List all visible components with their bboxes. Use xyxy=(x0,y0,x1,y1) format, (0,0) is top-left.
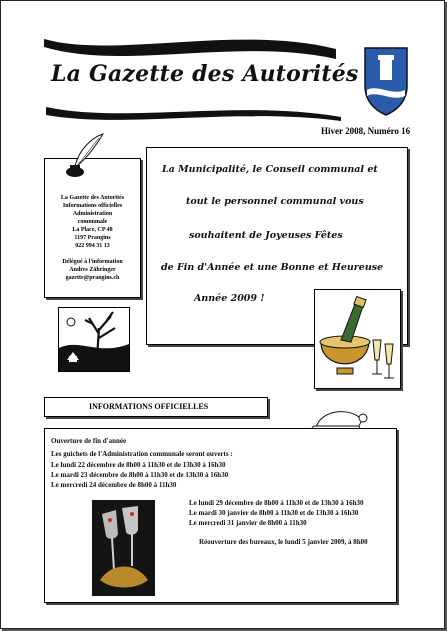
info-line: communale xyxy=(77,219,108,225)
info-line: 1197 Prangins xyxy=(74,235,111,241)
info-line: Administration xyxy=(72,211,113,217)
greeting-line: de Fin d'Année et une Bonne et Heureuse xyxy=(161,262,384,273)
greeting-line: La Municipalité, le Conseil communal et xyxy=(162,164,378,175)
commune-crest-logo xyxy=(363,46,409,116)
info-text xyxy=(45,194,140,282)
schedule-line: Le mardi 23 décembre de 8h00 à 11h30 et de 13h30 à 16h30 xyxy=(51,471,229,479)
info-line: La Place, CP 48 xyxy=(72,227,113,233)
info-line: Informations officielles xyxy=(62,203,123,209)
section-header-box xyxy=(44,397,268,417)
info-spacer xyxy=(45,250,140,258)
greeting-line: tout le personnel communal vous xyxy=(186,196,364,207)
champagne-image xyxy=(314,289,401,389)
quill-inkwell-icon xyxy=(61,132,106,180)
glasses-photo xyxy=(92,500,155,596)
greeting-line: souhaitent de Joyeuses Fêtes xyxy=(189,230,343,241)
schedule-line: Le mardi 30 janvier de 8h00 à 11h30 et de 13h30 à 16h30 xyxy=(189,509,359,517)
notice-intro: Les guichets de l'Administration communale seront ouverts : xyxy=(51,450,233,458)
issue-label: Hiver 2008, Numéro 16 xyxy=(321,126,411,136)
schedule-line: Le mercredi 24 décembre de 8h00 à 11h30 xyxy=(51,481,177,489)
greeting-line: Année 2009 ! xyxy=(194,293,265,304)
info-line: Délégué à l'information xyxy=(62,259,123,265)
schedule-line: Le lundi 29 décembre de 8h00 à 11h30 et de 13h30 à 16h30 xyxy=(189,499,364,507)
section-header: INFORMATIONS OFFICIELLES xyxy=(89,402,209,411)
winter-tree-image xyxy=(58,307,130,372)
reopening-note: Réouverture des bureaux, le lundi 5 janvier 2009, à 8h00 xyxy=(199,538,368,546)
notice-title: Ouverture de fin d'année xyxy=(51,437,127,445)
schedule-line: Le mercredi 31 janvier de 8h00 à 11h30 xyxy=(189,519,307,527)
info-line: La Gazette des Autorités xyxy=(60,195,125,201)
info-line: 022 994 31 13 xyxy=(75,243,110,249)
schedule-line: Le lundi 22 décembre de 8h00 à 11h30 et de 13h30 à 16h30 xyxy=(51,461,226,469)
info-line: Andres Zähringer xyxy=(69,267,116,273)
masthead-title: La Gazette des Autorités xyxy=(51,61,359,87)
info-line: gazette@prangins.ch xyxy=(65,275,120,281)
